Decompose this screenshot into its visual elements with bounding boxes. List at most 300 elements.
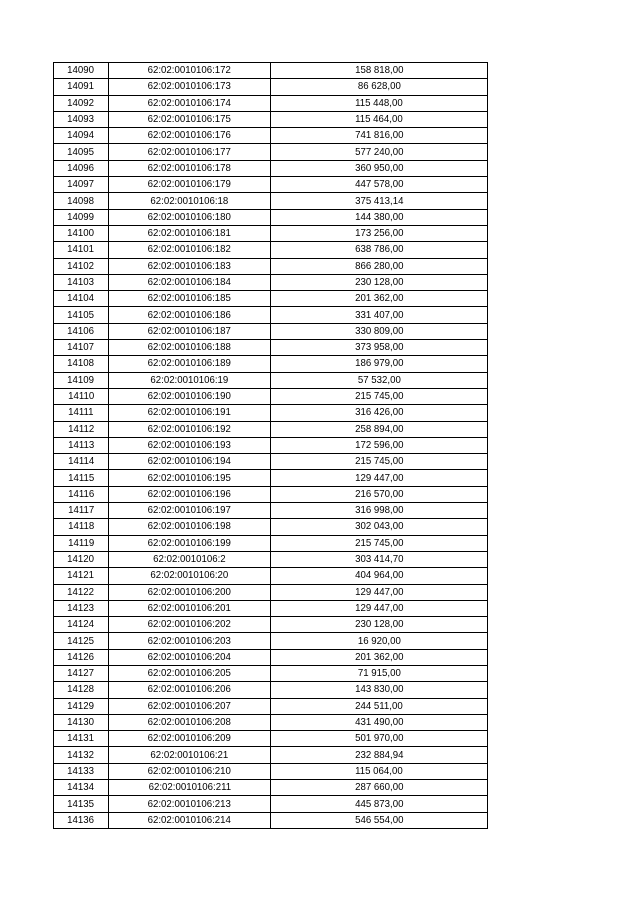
cadastral-number-cell [109, 372, 271, 388]
cadastral-value-cell [271, 405, 488, 421]
row-number-text: 14126 [67, 650, 95, 663]
cadastral-value-text: 16 920,00 [357, 634, 401, 647]
cadastral-value-text: 215 745,00 [354, 455, 404, 468]
cadastral-number-cell [109, 731, 271, 747]
row-number-text: 14096 [67, 161, 95, 174]
row-number-cell [54, 63, 109, 79]
cadastral-value-cell [271, 356, 488, 372]
cadastral-value-text: 638 786,00 [354, 243, 404, 256]
cadastral-value-cell [271, 209, 488, 225]
cadastral-value-text: 71 915,00 [357, 667, 401, 680]
cadastral-number-text: 62:02:0010106:198 [147, 520, 232, 533]
table-row [54, 763, 488, 779]
cadastral-value-cell [271, 535, 488, 551]
cadastral-number-text: 62:02:0010106:191 [147, 406, 232, 419]
row-number-cell [54, 111, 109, 127]
cadastral-number-cell [109, 307, 271, 323]
cadastral-number-cell [109, 242, 271, 258]
row-number-cell [54, 551, 109, 567]
cadastral-value-cell [271, 714, 488, 730]
cadastral-number-cell [109, 356, 271, 372]
cadastral-value-text: 115 064,00 [355, 764, 403, 777]
cadastral-value-cell [271, 421, 488, 437]
row-number-cell [54, 649, 109, 665]
cadastral-value-text: 115 464,00 [355, 113, 403, 126]
cadastral-value-text: 57 532,00 [357, 373, 401, 386]
cadastral-value-text: 330 809,00 [354, 324, 404, 337]
cadastral-value-cell [271, 665, 488, 681]
cadastral-number-text: 62:02:0010106:210 [147, 764, 232, 777]
cadastral-value-cell [271, 225, 488, 241]
row-number-cell [54, 568, 109, 584]
cadastral-number-cell [109, 796, 271, 812]
cadastral-number-cell [109, 486, 271, 502]
cadastral-number-cell [109, 470, 271, 486]
row-number-cell [54, 144, 109, 160]
cadastral-value-text: 258 894,00 [354, 422, 404, 435]
cadastral-number-cell [109, 437, 271, 453]
cadastral-value-cell [271, 747, 488, 763]
cadastral-number-text: 62:02:0010106:176 [147, 129, 232, 142]
row-number-text: 14132 [67, 748, 95, 761]
row-number-text: 14113 [67, 438, 95, 451]
table-row [54, 665, 488, 681]
cadastral-number-cell [109, 763, 271, 779]
cadastral-number-text: 62:02:0010106:192 [147, 422, 232, 435]
table-row [54, 372, 488, 388]
row-number-text: 14111 [68, 406, 94, 419]
cadastral-value-cell [271, 111, 488, 127]
cadastral-number-cell [109, 128, 271, 144]
cadastral-value-cell [271, 274, 488, 290]
row-number-text: 14090 [67, 64, 95, 77]
cadastral-value-text: 86 628,00 [357, 80, 401, 93]
row-number-text: 14091 [67, 80, 95, 93]
row-number-cell [54, 193, 109, 209]
table-row [54, 128, 488, 144]
cadastral-number-text: 62:02:0010106:177 [147, 145, 232, 158]
row-number-cell [54, 225, 109, 241]
cadastral-number-text: 62:02:0010106:202 [147, 618, 232, 631]
cadastral-number-cell [109, 714, 271, 730]
row-number-cell [54, 421, 109, 437]
cadastral-number-text: 62:02:0010106:20 [150, 569, 229, 582]
row-number-text: 14128 [67, 683, 95, 696]
table-row [54, 796, 488, 812]
row-number-cell [54, 633, 109, 649]
row-number-text: 14107 [67, 341, 95, 354]
cadastral-number-cell [109, 144, 271, 160]
cadastral-number-text: 62:02:0010106:184 [147, 276, 232, 288]
cadastral-value-cell [271, 160, 488, 176]
row-number-cell [54, 747, 109, 763]
cadastral-value-text: 375 413,14 [354, 194, 404, 207]
cadastral-value-cell [271, 372, 488, 388]
cadastral-value-cell [271, 600, 488, 616]
row-number-cell [54, 617, 109, 633]
row-number-text: 14106 [67, 324, 95, 337]
row-number-cell [54, 780, 109, 796]
row-number-cell [54, 600, 109, 616]
cadastral-value-text: 546 554,00 [354, 813, 404, 826]
cadastral-value-cell [271, 291, 488, 307]
cadastral-number-text: 62:02:0010106:200 [147, 585, 232, 598]
table-row [54, 95, 488, 111]
cadastral-value-cell [271, 340, 488, 356]
table-body [54, 63, 488, 829]
cadastral-value-text: 741 816,00 [354, 129, 404, 142]
cadastral-value-text: 129 447,00 [354, 585, 404, 598]
cadastral-value-cell [271, 584, 488, 600]
cadastral-value-cell [271, 323, 488, 339]
table-row [54, 633, 488, 649]
cadastral-value-text: 143 830,00 [354, 683, 404, 696]
row-number-text: 14133 [67, 764, 95, 777]
cadastral-number-text: 62:02:0010106:193 [147, 438, 232, 451]
cadastral-number-text: 62:02:0010106:2 [153, 553, 226, 566]
cadastral-value-text: 230 128,00 [354, 276, 404, 288]
cadastral-number-cell [109, 584, 271, 600]
table-row [54, 535, 488, 551]
cadastral-value-cell [271, 242, 488, 258]
cadastral-value-cell [271, 258, 488, 274]
cadastral-value-text: 577 240,00 [354, 145, 404, 158]
cadastral-number-cell [109, 454, 271, 470]
cadastral-number-cell [109, 812, 271, 828]
cadastral-number-cell [109, 600, 271, 616]
cadastral-value-text: 129 447,00 [354, 601, 404, 614]
table-row [54, 144, 488, 160]
cadastral-value-cell [271, 193, 488, 209]
cadastral-number-text: 62:02:0010106:180 [147, 210, 232, 223]
row-number-text: 14105 [67, 308, 95, 321]
cadastral-value-text: 216 570,00 [354, 487, 404, 500]
table-row [54, 519, 488, 535]
row-number-cell [54, 796, 109, 812]
cadastral-number-cell [109, 519, 271, 535]
cadastral-number-text: 62:02:0010106:207 [147, 699, 232, 712]
row-number-cell [54, 274, 109, 290]
row-number-text: 14136 [67, 813, 95, 826]
row-number-text: 14109 [67, 373, 95, 386]
table-row [54, 193, 488, 209]
cadastral-value-text: 232 884,94 [354, 748, 404, 761]
cadastral-value-cell [271, 470, 488, 486]
cadastral-number-text: 62:02:0010106:172 [147, 64, 232, 77]
row-number-text: 14134 [67, 781, 95, 794]
row-number-cell [54, 470, 109, 486]
row-number-text: 14104 [67, 292, 95, 305]
table-row [54, 209, 488, 225]
table-row [54, 437, 488, 453]
cadastral-number-cell [109, 747, 271, 763]
table-row [54, 388, 488, 404]
cadastral-value-cell [271, 633, 488, 649]
row-number-cell [54, 731, 109, 747]
cadastral-number-cell [109, 780, 271, 796]
table-row [54, 63, 488, 79]
table-row [54, 421, 488, 437]
row-number-text: 14102 [67, 259, 95, 272]
cadastral-value-cell [271, 763, 488, 779]
table-row [54, 405, 488, 421]
row-number-cell [54, 405, 109, 421]
row-number-text: 14097 [67, 178, 95, 191]
row-number-cell [54, 160, 109, 176]
cadastral-number-cell [109, 79, 271, 95]
table-row [54, 503, 488, 519]
row-number-text: 14120 [67, 553, 95, 566]
row-number-text: 14131 [67, 732, 95, 745]
cadastral-value-cell [271, 731, 488, 747]
cadastral-value-cell [271, 503, 488, 519]
cadastral-value-cell [271, 519, 488, 535]
cadastral-value-text: 244 511,00 [355, 699, 403, 712]
cadastral-number-cell [109, 551, 271, 567]
row-number-cell [54, 584, 109, 600]
cadastral-value-cell [271, 682, 488, 698]
cadastral-number-text: 62:02:0010106:183 [147, 259, 232, 272]
cadastral-number-cell [109, 111, 271, 127]
table-row [54, 454, 488, 470]
cadastral-value-text: 360 950,00 [354, 161, 404, 174]
row-number-text: 14114 [67, 455, 95, 468]
table-row [54, 812, 488, 828]
cadastral-value-text: 129 447,00 [354, 471, 404, 484]
cadastral-number-cell [109, 698, 271, 714]
table-row [54, 698, 488, 714]
cadastral-value-cell [271, 486, 488, 502]
row-number-text: 14094 [67, 129, 95, 142]
table-row [54, 747, 488, 763]
cadastral-number-cell [109, 160, 271, 176]
cadastral-number-text: 62:02:0010106:189 [147, 357, 232, 370]
cadastral-number-cell [109, 63, 271, 79]
cadastral-number-text: 62:02:0010106:188 [147, 341, 232, 354]
table-row [54, 568, 488, 584]
table-row [54, 340, 488, 356]
table-row [54, 307, 488, 323]
cadastral-value-cell [271, 63, 488, 79]
row-number-cell [54, 209, 109, 225]
table-row [54, 356, 488, 372]
cadastral-value-cell [271, 780, 488, 796]
cadastral-number-text: 62:02:0010106:19 [150, 373, 229, 386]
cadastral-number-cell [109, 291, 271, 307]
cadastral-number-text: 62:02:0010106:174 [147, 96, 232, 109]
cadastral-value-cell [271, 812, 488, 828]
cadastral-value-text: 230 128,00 [354, 618, 404, 631]
cadastral-value-text: 373 958,00 [354, 341, 404, 354]
cadastral-number-text: 62:02:0010106:173 [147, 80, 232, 93]
cadastral-value-cell [271, 95, 488, 111]
row-number-text: 14123 [67, 601, 95, 614]
cadastral-number-cell [109, 421, 271, 437]
cadastral-value-text: 431 490,00 [354, 716, 404, 729]
table-row [54, 291, 488, 307]
cadastral-value-cell [271, 796, 488, 812]
cadastral-number-cell [109, 323, 271, 339]
row-number-text: 14099 [67, 210, 95, 223]
table-row [54, 731, 488, 747]
row-number-cell [54, 258, 109, 274]
cadastral-number-text: 62:02:0010106:187 [147, 324, 232, 337]
row-number-text: 14115 [67, 471, 95, 484]
cadastral-number-cell [109, 405, 271, 421]
table-row [54, 551, 488, 567]
cadastral-number-text: 62:02:0010106:196 [147, 487, 232, 500]
cadastral-number-text: 62:02:0010106:175 [147, 113, 232, 126]
row-number-cell [54, 95, 109, 111]
table-row [54, 79, 488, 95]
cadastral-number-cell [109, 665, 271, 681]
table-row [54, 584, 488, 600]
cadastral-value-text: 331 407,00 [354, 308, 404, 321]
cadastral-value-text: 172 596,00 [354, 438, 404, 451]
row-number-text: 14124 [67, 618, 95, 631]
row-number-cell [54, 128, 109, 144]
cadastral-number-text: 62:02:0010106:211 [148, 781, 231, 794]
cadastral-number-text: 62:02:0010106:208 [147, 716, 232, 729]
table-row [54, 470, 488, 486]
cadastral-value-cell [271, 649, 488, 665]
table-row [54, 617, 488, 633]
cadastral-number-cell [109, 682, 271, 698]
row-number-text: 14098 [67, 194, 95, 207]
row-number-text: 14121 [67, 569, 95, 582]
row-number-text: 14127 [67, 667, 95, 680]
row-number-text: 14125 [67, 634, 95, 647]
row-number-cell [54, 486, 109, 502]
cadastral-value-cell [271, 79, 488, 95]
cadastral-value-text: 501 970,00 [354, 732, 404, 745]
table-row [54, 600, 488, 616]
cadastral-value-cell [271, 437, 488, 453]
cadastral-number-cell [109, 274, 271, 290]
row-number-text: 14118 [67, 520, 95, 533]
row-number-text: 14129 [67, 699, 95, 712]
table-row [54, 274, 488, 290]
cadastral-number-text: 62:02:0010106:179 [147, 178, 232, 191]
cadastral-number-cell [109, 193, 271, 209]
table-row [54, 714, 488, 730]
row-number-text: 14112 [67, 422, 95, 435]
row-number-cell [54, 454, 109, 470]
cadastral-value-text: 302 043,00 [354, 520, 404, 533]
row-number-cell [54, 388, 109, 404]
cadastral-number-text: 62:02:0010106:204 [147, 650, 232, 663]
cadastral-value-text: 201 362,00 [354, 292, 404, 305]
cadastral-number-cell [109, 535, 271, 551]
cadastral-number-text: 62:02:0010106:203 [147, 634, 232, 647]
cadastral-number-cell [109, 568, 271, 584]
row-number-cell [54, 356, 109, 372]
row-number-cell [54, 307, 109, 323]
row-number-text: 14095 [67, 145, 95, 158]
cadastral-number-text: 62:02:0010106:199 [147, 536, 232, 549]
row-number-cell [54, 340, 109, 356]
row-number-cell [54, 242, 109, 258]
row-number-text: 14130 [67, 716, 95, 729]
table-row [54, 780, 488, 796]
row-number-text: 14092 [67, 96, 95, 109]
table-row [54, 242, 488, 258]
row-number-cell [54, 177, 109, 193]
cadastral-value-text: 866 280,00 [354, 259, 404, 272]
row-number-cell [54, 698, 109, 714]
row-number-text: 14116 [67, 487, 95, 500]
row-number-cell [54, 323, 109, 339]
cadastral-value-text: 303 414,70 [354, 553, 404, 566]
cadastral-number-text: 62:02:0010106:214 [147, 813, 232, 826]
cadastral-number-cell [109, 258, 271, 274]
cadastral-number-text: 62:02:0010106:194 [147, 455, 232, 468]
row-number-cell [54, 372, 109, 388]
row-number-cell [54, 519, 109, 535]
cadastral-number-text: 62:02:0010106:206 [147, 683, 232, 696]
table-row [54, 649, 488, 665]
cadastral-value-text: 215 745,00 [354, 536, 404, 549]
cadastral-number-text: 62:02:0010106:201 [147, 601, 232, 614]
cadastral-value-text: 201 362,00 [354, 650, 404, 663]
row-number-text: 14119 [67, 536, 95, 549]
cadastral-number-cell [109, 633, 271, 649]
cadastral-number-text: 62:02:0010106:195 [147, 471, 232, 484]
cadastral-number-cell [109, 649, 271, 665]
cadastral-value-text: 316 426,00 [354, 406, 404, 419]
cadastral-value-text: 447 578,00 [354, 178, 404, 191]
cadastral-value-cell [271, 388, 488, 404]
cadastral-value-cell [271, 454, 488, 470]
cadastral-value-cell [271, 698, 488, 714]
row-number-text: 14135 [67, 797, 95, 810]
cadastral-value-cell [271, 617, 488, 633]
row-number-cell [54, 503, 109, 519]
cadastral-number-text: 62:02:0010106:190 [147, 390, 232, 403]
cadastral-value-text: 158 818,00 [354, 64, 404, 77]
row-number-cell [54, 714, 109, 730]
cadastral-value-text: 287 660,00 [354, 781, 404, 794]
row-number-text: 14108 [67, 357, 95, 370]
cadastral-number-text: 62:02:0010106:181 [147, 227, 232, 240]
cadastral-number-cell [109, 225, 271, 241]
table-row [54, 111, 488, 127]
cadastral-value-cell [271, 551, 488, 567]
cadastral-value-text: 445 873,00 [354, 797, 404, 810]
cadastral-value-text: 186 979,00 [354, 357, 404, 370]
row-number-cell [54, 812, 109, 828]
cadastral-number-cell [109, 503, 271, 519]
row-number-cell [54, 79, 109, 95]
table-row [54, 225, 488, 241]
cadastral-value-text: 215 745,00 [354, 390, 404, 403]
cadastral-number-text: 62:02:0010106:21 [150, 748, 229, 761]
row-number-text: 14101 [67, 243, 95, 256]
row-number-text: 14117 [67, 504, 95, 517]
cadastral-value-text: 316 998,00 [354, 504, 404, 517]
table-row [54, 177, 488, 193]
cadastral-number-cell [109, 95, 271, 111]
table-row [54, 258, 488, 274]
cadastral-number-text: 62:02:0010106:186 [147, 308, 232, 321]
cadastral-number-cell [109, 209, 271, 225]
cadastral-value-text: 404 964,00 [354, 569, 404, 582]
cadastral-number-text: 62:02:0010106:178 [147, 161, 232, 174]
row-number-text: 14100 [67, 227, 95, 240]
table-row [54, 486, 488, 502]
cadastral-value-cell [271, 307, 488, 323]
cadastral-value-cell [271, 177, 488, 193]
